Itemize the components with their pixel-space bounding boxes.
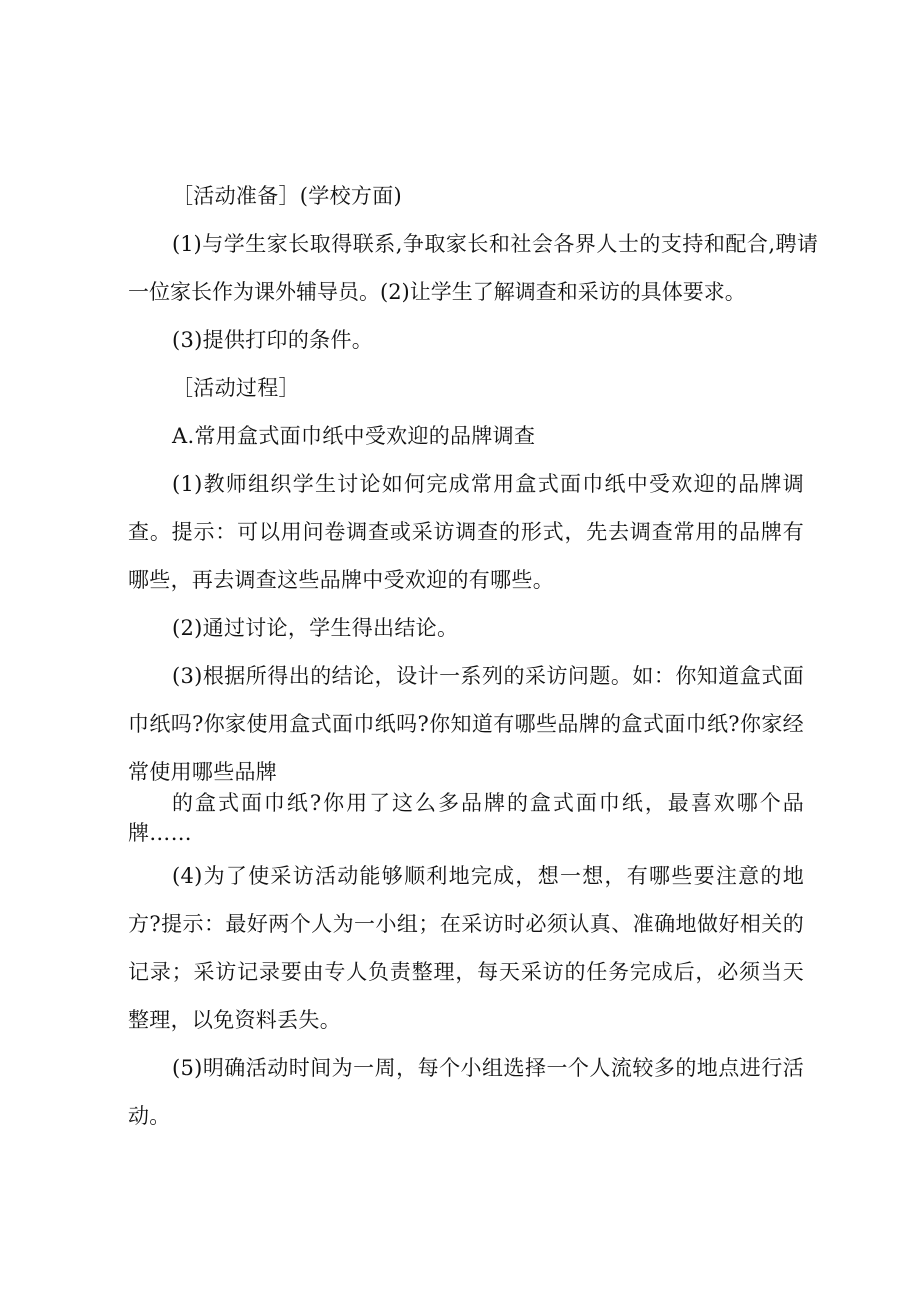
section-heading-activity-process: ［活动过程］ (172, 376, 300, 400)
paragraph-preparation-items: (1)与学生家长取得联系,争取家长和社会各界人士的支持和配合,聘请一位家长作为课外辅导员。(2)让学生了解调查和采访的具体要求。 (128, 232, 818, 304)
subheading-brand-survey: A.常用盒式面巾纸中受欢迎的品牌调查 (172, 424, 536, 448)
section-heading-activity-preparation: ［活动准备］(学校方面) (172, 184, 402, 208)
paragraph-step-3: (3)根据所得出的结论，设计一系列的采访问题。如：你知道盒式面巾纸吗?你家使用盒式面巾纸吗?你知道有哪些品牌的盒式面巾纸?你家经常使用哪些品牌 (128, 664, 804, 784)
paragraph-printing-conditions: (3)提供打印的条件。 (172, 328, 374, 352)
paragraph-step-5: (5)明确活动时间为一周，每个小组选择一个人流较多的地点进行活动。 (128, 1056, 804, 1128)
paragraph-step-1: (1)教师组织学生讨论如何完成常用盒式面巾纸中受欢迎的品牌调查。提示：可以用问卷调查或采访调查的形式，先去调查常用的品牌有哪些，再去调查这些品牌中受欢迎的有哪些。 (128, 472, 804, 592)
paragraph-step-3-continued: 的盒式面巾纸?你用了这么多品牌的盒式面巾纸，最喜欢哪个品牌…… (128, 791, 804, 845)
paragraph-step-4: (4)为了使采访活动能够顺利地完成，想一想，有哪些要注意的地方?提示：最好两个人为一小组；在采访时必须认真、准确地做好相关的记录；采访记录要由专人负责整理，每天采访的任务完成后，必须当天整理，以免资料丢失。 (128, 864, 804, 1032)
paragraph-step-2: (2)通过讨论，学生得出结论。 (172, 616, 459, 640)
